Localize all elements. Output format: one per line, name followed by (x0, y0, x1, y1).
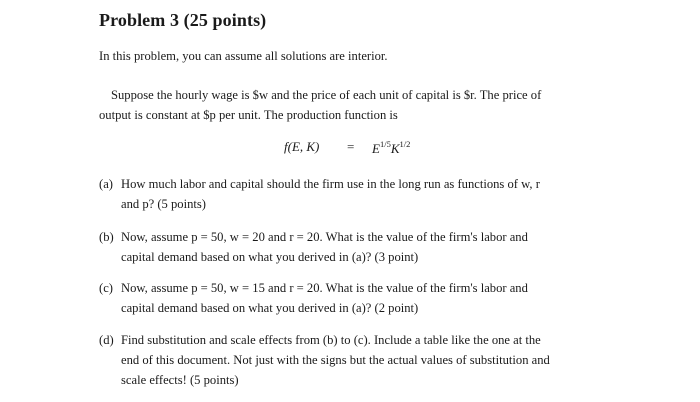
equation-rhs (372, 139, 410, 157)
part-a-label: (a) (99, 177, 113, 191)
production-function-equation (0, 139, 700, 159)
problem-title: Problem 3 (25 points) (99, 10, 267, 30)
equation-base-k: K (390, 141, 400, 156)
part-b-line-2: capital demand based on what you derived in (a)? (3 point) (121, 250, 419, 264)
equation-exp-k: 1/2 (399, 139, 411, 149)
equation-equals: = (347, 139, 355, 154)
part-d-line-2: end of this document. Not just with the signs but the actual values of substitution and (121, 353, 550, 367)
equation-exp-e: 1/5 (379, 139, 391, 149)
setup-line-2: output is constant at $p per unit. The production function is (99, 108, 398, 122)
equation-lhs: f(E, K) (284, 139, 320, 154)
part-b-label: (b) (99, 230, 114, 244)
part-c-label: (c) (99, 281, 113, 295)
intro-text: In this problem, you can assume all solutions are interior. (99, 49, 388, 63)
part-d-line-3: scale effects! (5 points) (121, 373, 239, 387)
part-c-line-1: Now, assume p = 50, w = 15 and r = 20. What is the value of the firm's labor and (121, 281, 528, 295)
part-b-line-1: Now, assume p = 50, w = 20 and r = 20. What is the value of the firm's labor and (121, 230, 528, 244)
part-c-line-2: capital demand based on what you derived in (a)? (2 point) (121, 301, 419, 315)
part-d-line-1: Find substitution and scale effects from (b) to (c). Include a table like the one at the (121, 333, 541, 347)
part-d-label: (d) (99, 333, 114, 347)
equation-base-e: E (372, 141, 380, 156)
part-a-line-1: How much labor and capital should the firm use in the long run as functions of w, r (121, 177, 540, 191)
setup-line-1: Suppose the hourly wage is $w and the price of each unit of capital is $r. The price of (111, 88, 542, 102)
part-a-line-2: and p? (5 points) (121, 197, 206, 211)
